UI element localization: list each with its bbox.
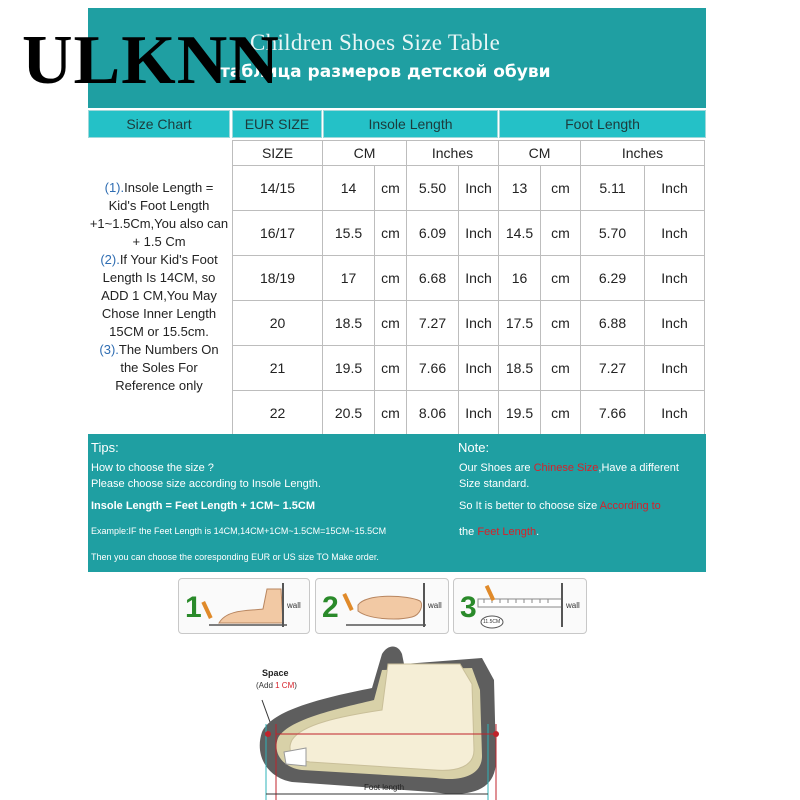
title-english: Children Shoes Size Table xyxy=(250,30,501,55)
header-foot-length: Foot Length xyxy=(499,110,706,138)
subheader-foot-inches: Inches xyxy=(581,141,705,166)
step-3-wall: wall xyxy=(566,601,580,610)
note-text-3: The Numbers On the Soles For Reference only xyxy=(115,342,219,393)
unit-cm: cm xyxy=(541,211,581,256)
unit-inch: Inch xyxy=(645,256,705,301)
space-add-a: (Add xyxy=(256,681,276,690)
note-l1c: ,Have a different xyxy=(598,462,679,474)
cell-insole-cm: 15.5 xyxy=(323,211,375,256)
unit-cm: cm xyxy=(375,301,407,346)
step-2-panel xyxy=(315,578,449,634)
unit-cm: cm xyxy=(375,166,407,211)
unit-cm: cm xyxy=(541,346,581,391)
note-text-1: Insole Length = Kid's Foot Length +1~1.5Cm,You also can + 1.5 Cm xyxy=(89,180,229,249)
unit-inch: Inch xyxy=(459,346,499,391)
subheader-insole-inches: Inches xyxy=(407,141,499,166)
cell-foot-cm: 18.5 xyxy=(499,346,541,391)
cell-insole-cm: 14 xyxy=(323,166,375,211)
unit-cm: cm xyxy=(541,391,581,436)
cell-size: 14/15 xyxy=(233,166,323,211)
table-row xyxy=(233,211,705,256)
tips-formula: Insole Length = Feet Length + 1CM~ 1.5CM xyxy=(91,500,316,512)
cell-size: 21 xyxy=(233,346,323,391)
step-number-2: 2 xyxy=(322,591,339,624)
size-table xyxy=(232,140,705,436)
cell-insole-cm: 19.5 xyxy=(323,346,375,391)
size-notes-cell xyxy=(88,140,230,434)
step-1-wall: wall xyxy=(287,601,301,610)
note-l1a: Our Shoes are xyxy=(459,462,534,474)
unit-inch: Inch xyxy=(645,346,705,391)
unit-cm: cm xyxy=(375,346,407,391)
step-3-panel xyxy=(453,578,587,634)
tips-please: Please choose size according to Insole Length. xyxy=(91,478,321,490)
unit-cm: cm xyxy=(375,256,407,301)
cell-foot-inch: 7.66 xyxy=(581,391,645,436)
note-chinese-size: Chinese Size xyxy=(533,462,599,474)
cell-insole-inch: 6.68 xyxy=(407,256,459,301)
unit-inch: Inch xyxy=(645,211,705,256)
cell-size: 20 xyxy=(233,301,323,346)
unit-inch: Inch xyxy=(645,391,705,436)
cell-insole-cm: 17 xyxy=(323,256,375,301)
tips-how: How to choose the size ? xyxy=(91,462,214,474)
cell-foot-inch: 6.88 xyxy=(581,301,645,346)
cell-size: 16/17 xyxy=(233,211,323,256)
header-size-chart: Size Chart xyxy=(88,110,230,138)
note-number-2: (2). xyxy=(100,252,120,267)
cell-insole-inch: 6.09 xyxy=(407,211,459,256)
table-row xyxy=(233,301,705,346)
cell-insole-cm: 18.5 xyxy=(323,301,375,346)
space-label: Space xyxy=(262,668,289,678)
cell-insole-inch: 8.06 xyxy=(407,391,459,436)
cell-foot-inch: 5.70 xyxy=(581,211,645,256)
note-feet-length: Feet Length xyxy=(477,526,537,538)
cell-insole-cm: 20.5 xyxy=(323,391,375,436)
note-according-to: According to xyxy=(599,500,661,512)
note-line-2: Size standard. xyxy=(459,478,530,490)
unit-inch: Inch xyxy=(459,301,499,346)
space-add-note xyxy=(256,681,297,690)
header-insole-length: Insole Length xyxy=(323,110,498,138)
cell-size: 18/19 xyxy=(233,256,323,301)
note-number-1: (1). xyxy=(104,180,125,195)
tips-example: Example:IF the Feet Length is 14CM,14CM+1CM~1.5CM=15CM~15.5CM xyxy=(91,526,387,536)
unit-inch: Inch xyxy=(459,256,499,301)
note-line-4 xyxy=(459,526,539,538)
unit-inch: Inch xyxy=(645,301,705,346)
table-row xyxy=(233,256,705,301)
unit-cm: cm xyxy=(541,301,581,346)
cell-foot-cm: 16 xyxy=(499,256,541,301)
foot-length-label: Foot length xyxy=(364,783,405,792)
cell-foot-inch: 7.27 xyxy=(581,346,645,391)
cell-insole-inch: 7.27 xyxy=(407,301,459,346)
table-row xyxy=(233,346,705,391)
unit-cm: cm xyxy=(375,211,407,256)
space-add-c: ) xyxy=(294,681,297,690)
title-russian: таблица размеров детской обуви xyxy=(220,62,551,82)
subheader-foot-cm: CM xyxy=(499,141,581,166)
note-label: Note: xyxy=(458,440,490,455)
step-number-1: 1 xyxy=(185,591,202,624)
unit-cm: cm xyxy=(375,391,407,436)
tips-label: Tips: xyxy=(91,440,119,455)
header-eur-size: EUR SIZE xyxy=(232,110,322,138)
subheader-size: SIZE xyxy=(233,141,323,166)
cell-foot-inch: 6.29 xyxy=(581,256,645,301)
cell-foot-cm: 17.5 xyxy=(499,301,541,346)
subheader-row xyxy=(233,141,705,166)
note-l4c: . xyxy=(536,526,540,538)
step-number-3: 3 xyxy=(460,591,477,624)
note-text-2: If Your Kid's Foot Length Is 14CM, so ADD 1 CM,You May Chose Inner Length 15CM or 15.5cm. xyxy=(101,252,218,339)
note-l3a: So It is better to choose size xyxy=(459,500,600,512)
step-1-panel xyxy=(178,578,310,634)
size-notes xyxy=(89,179,229,395)
unit-inch: Inch xyxy=(459,211,499,256)
unit-inch: Inch xyxy=(459,391,499,436)
unit-inch: Inch xyxy=(459,166,499,211)
cell-foot-cm: 13 xyxy=(499,166,541,211)
cell-insole-inch: 7.66 xyxy=(407,346,459,391)
note-number-3: (3). xyxy=(99,342,119,357)
cell-insole-inch: 5.50 xyxy=(407,166,459,211)
cell-foot-cm: 19.5 xyxy=(499,391,541,436)
table-row xyxy=(233,166,705,211)
table-row xyxy=(233,391,705,436)
unit-cm: cm xyxy=(541,256,581,301)
foot-in-shoe-diagram xyxy=(232,640,572,800)
cell-foot-inch: 5.11 xyxy=(581,166,645,211)
brand-logo: ULKNN xyxy=(22,22,280,99)
unit-cm: cm xyxy=(541,166,581,211)
unit-inch: Inch xyxy=(645,166,705,211)
step-3-ruler-value: 11.5CM xyxy=(483,619,501,625)
tips-panel xyxy=(88,434,706,572)
step-2-wall: wall xyxy=(428,601,442,610)
note-l4a: the xyxy=(459,526,478,538)
note-line-3 xyxy=(459,500,661,512)
cell-foot-cm: 14.5 xyxy=(499,211,541,256)
cell-size: 22 xyxy=(233,391,323,436)
subheader-insole-cm: CM xyxy=(323,141,407,166)
note-line-1 xyxy=(459,462,679,474)
space-add-1cm: 1 CM xyxy=(275,681,295,690)
tips-then: Then you can choose the coresponding EUR or US size TO Make order. xyxy=(91,552,379,562)
